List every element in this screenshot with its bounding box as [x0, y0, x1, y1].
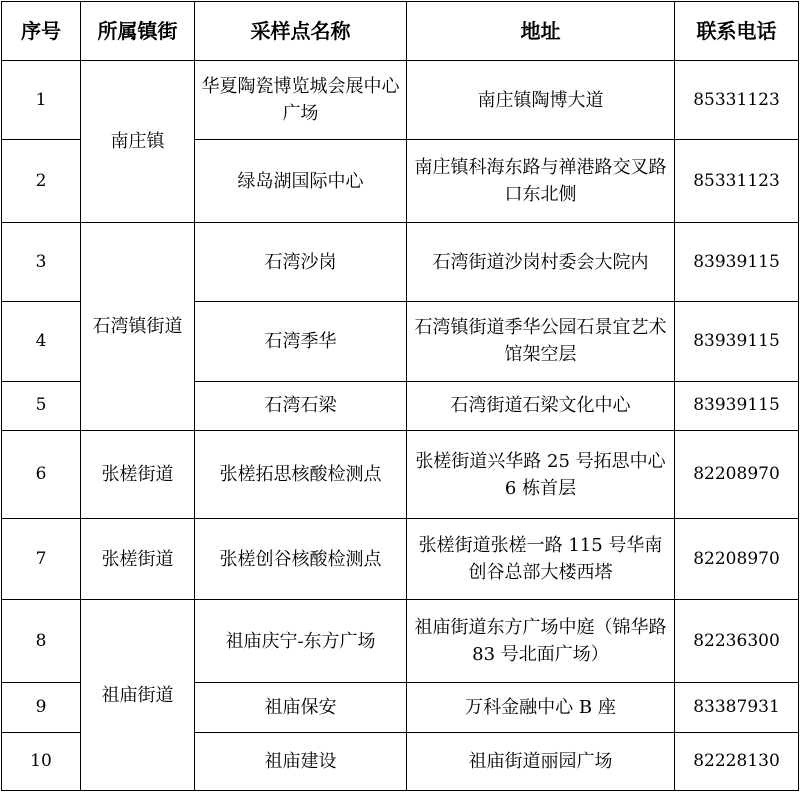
- site-name: 张槎创谷核酸检测点: [195, 519, 407, 600]
- site-phone: 82208970: [675, 519, 799, 600]
- site-name: 华夏陶瓷博览城会展中心广场: [195, 61, 407, 140]
- site-phone: 82208970: [675, 430, 799, 518]
- table-row: [2, 519, 799, 600]
- site-address: 祖庙街道东方广场中庭（锦华路 83 号北面广场）: [407, 600, 675, 682]
- site-phone: 82236300: [675, 600, 799, 682]
- row-index: 2: [2, 140, 81, 223]
- site-phone: 83939115: [675, 223, 799, 301]
- site-name: 祖庙建设: [195, 732, 407, 790]
- table-row: [2, 61, 799, 140]
- header-index: 序号: [2, 2, 81, 61]
- site-address: 南庄镇科海东路与禅港路交叉路口东北侧: [407, 140, 675, 223]
- site-phone: 83939115: [675, 381, 799, 430]
- site-address: 祖庙街道丽园广场: [407, 732, 675, 790]
- row-index: 6: [2, 430, 81, 518]
- site-name: 石湾季华: [195, 301, 407, 381]
- table-row: [2, 600, 799, 682]
- site-name: 石湾沙岗: [195, 223, 407, 301]
- header-address: 地址: [407, 2, 675, 61]
- row-index: 3: [2, 223, 81, 301]
- site-phone: 83939115: [675, 301, 799, 381]
- row-index: 1: [2, 61, 81, 140]
- header-site: 采样点名称: [195, 2, 407, 61]
- site-address: 石湾街道沙岗村委会大院内: [407, 223, 675, 301]
- town-cell: 祖庙街道: [81, 600, 195, 791]
- site-name: 祖庙庆宁-东方广场: [195, 600, 407, 682]
- site-phone: 85331123: [675, 140, 799, 223]
- row-index: 5: [2, 381, 81, 430]
- site-phone: 82228130: [675, 732, 799, 790]
- row-index: 4: [2, 301, 81, 381]
- table-row: [2, 430, 799, 518]
- site-address: 石湾镇街道季华公园石景宜艺术馆架空层: [407, 301, 675, 381]
- sampling-sites-table: [1, 1, 799, 791]
- row-index: 9: [2, 682, 81, 732]
- site-phone: 85331123: [675, 61, 799, 140]
- header-row: [2, 2, 799, 61]
- table-row: [2, 223, 799, 301]
- site-phone: 83387931: [675, 682, 799, 732]
- site-address: 张槎街道兴华路 25 号拓思中心 6 栋首层: [407, 430, 675, 518]
- town-cell: 张槎街道: [81, 519, 195, 600]
- site-address: 南庄镇陶博大道: [407, 61, 675, 140]
- town-cell: 石湾镇街道: [81, 223, 195, 431]
- town-cell: 南庄镇: [81, 61, 195, 223]
- site-address: 石湾街道石梁文化中心: [407, 381, 675, 430]
- row-index: 7: [2, 519, 81, 600]
- header-phone: 联系电话: [675, 2, 799, 61]
- site-name: 绿岛湖国际中心: [195, 140, 407, 223]
- row-index: 8: [2, 600, 81, 682]
- site-name: 祖庙保安: [195, 682, 407, 732]
- site-address: 万科金融中心 B 座: [407, 682, 675, 732]
- town-cell: 张槎街道: [81, 430, 195, 518]
- row-index: 10: [2, 732, 81, 790]
- site-name: 张槎拓思核酸检测点: [195, 430, 407, 518]
- site-name: 石湾石梁: [195, 381, 407, 430]
- header-town: 所属镇街: [81, 2, 195, 61]
- site-address: 张槎街道张槎一路 115 号华南创谷总部大楼西塔: [407, 519, 675, 600]
